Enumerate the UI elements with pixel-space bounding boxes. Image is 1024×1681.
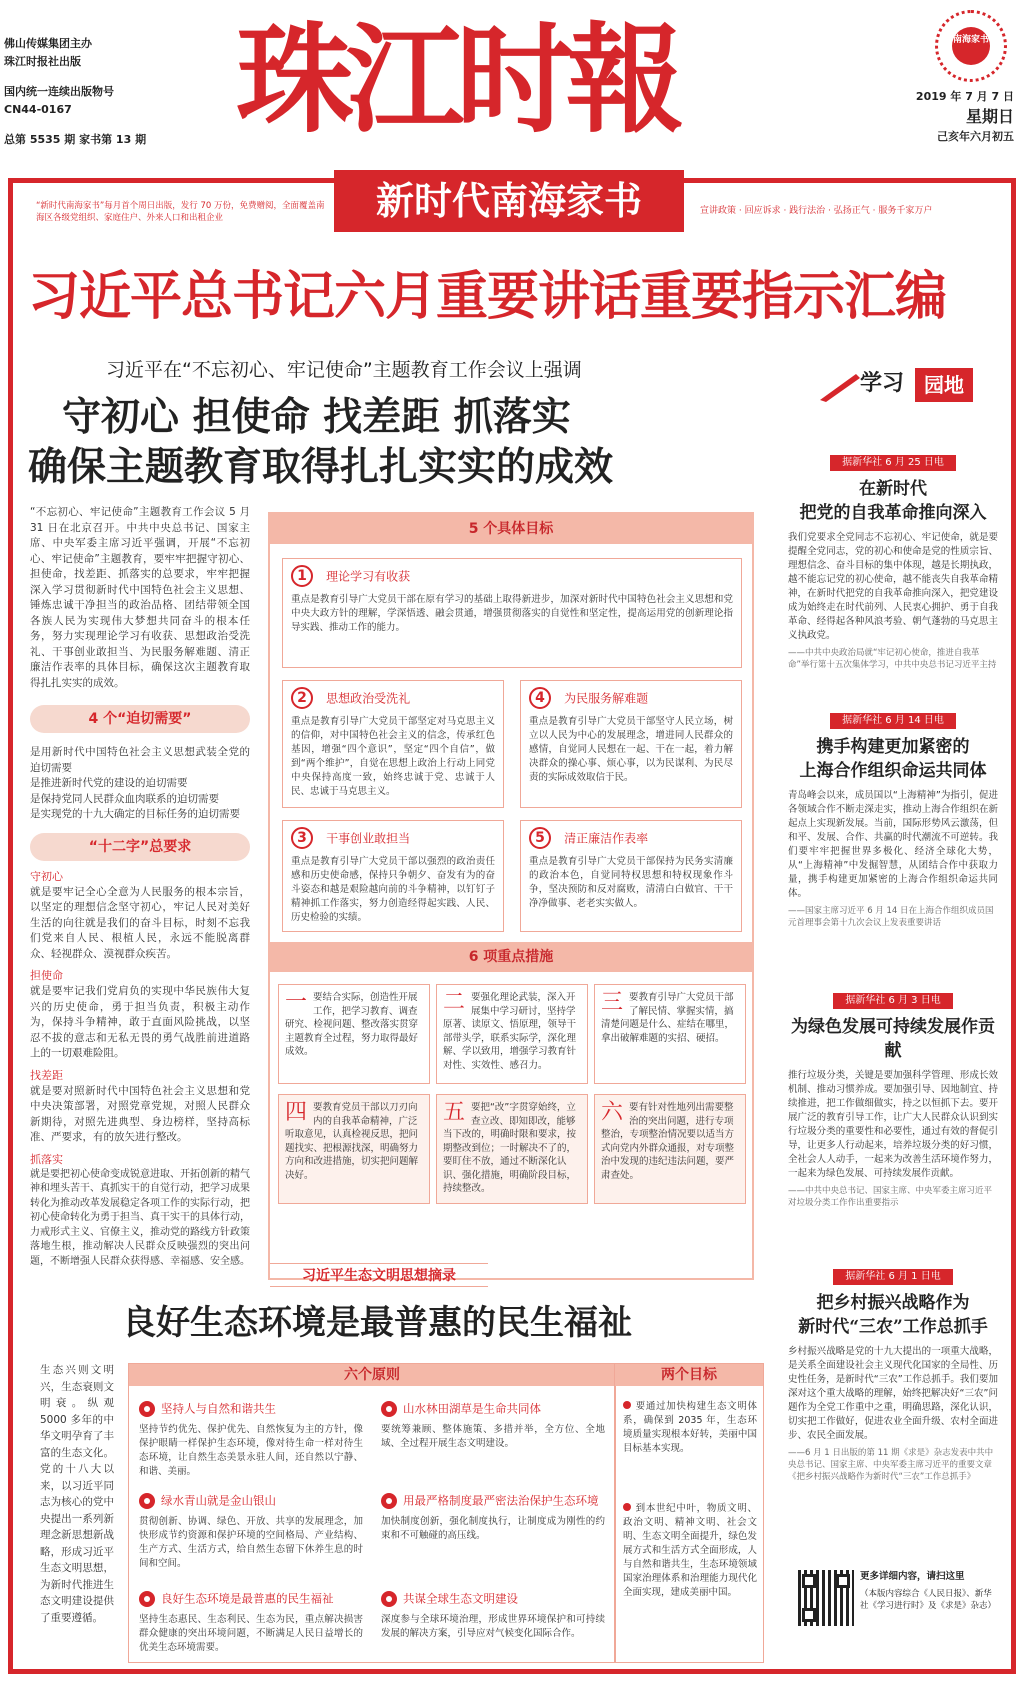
news-text: 推行垃圾分类，关键是要加强科学管理、形成长效机制、推动习惯养成。要加强引导、因地制宜、持续推进，把工作做细做实，持之以恒抓下去。要开展广泛的教育引导工作，让广大人民群众认识到实行垃圾分类的重要性和必要性，通过有效的督促引导，让更多人行动起来，培养垃圾分类的好习惯，全社会人人动手，一起来为改善生活环境作努力，一起来为绿色发展、可持续发展作贡献。 [788, 1070, 998, 1179]
publisher-line: 珠江时报社出版 [4, 55, 81, 68]
date: 2019 年 7 月 7 日 [915, 90, 1014, 103]
measure-text: 要把“改”字贯穿始终，立查立改、即知即改，能够当下改的，明确时限和要求，按期整改到位；一时解决不了的，要盯住不放，通过不断深化认识、强化措施，明确阶段目标，持续整改。 [443, 1102, 577, 1194]
banner-right-note: 宣讲政策 · 回应诉求 · 践行法治 · 弘扬正气 · 服务千家万户 [700, 206, 933, 216]
target-icon [139, 1493, 155, 1509]
measure-card [436, 984, 588, 1084]
news-text: 我们党要求全党同志不忘初心、牢记使命，就是要提醒全党同志，党的初心和使命是党的性质宗旨、理想信念、奋斗目标的集中体现，越是长期执政，越不能忘记党的初心使命，越不能丧失自我革命精神，在新时代把党的自我革命推向深入，把党建设成为始终走在时代前列、人民衷心拥护、勇于自我革命、经得起各种风浪考验、朝气蓬勃的马克思主义执政党。 [788, 532, 998, 641]
principle-text: 坚持节约优先、保护优先、自然恢复为主的方针，像保护眼睛一样保护生态环境，像对待生命一样对待生态环境，让自然生态美景永驻人间，还自然以宁静、和谐、美丽。 [139, 1424, 363, 1477]
news-item [788, 988, 998, 1264]
principle-text: 要统筹兼顾、整体施策、多措并举，全方位、全地域、全过程开展生态文明建设。 [381, 1424, 605, 1449]
targets-heading: 两个目标 [615, 1364, 763, 1386]
publisher-line: 佛山传媒集团主办 [4, 37, 92, 50]
study-text: 学习 [860, 371, 905, 396]
target-text: 要通过加快构建生态文明体系，确保到 2035 年，生态环境质量实现根本好转，美丽中国目标基本实现。 [623, 1401, 757, 1454]
measure-number: 五 [443, 1100, 466, 1125]
pen-icon [820, 372, 860, 402]
measure-card [278, 1094, 430, 1204]
requirement-text: 就是要把初心使命变成锐意进取、开拓创新的精气神和埋头苦干、真抓实干的自觉行动，把学习成果转化为推动改革发展稳定各项工作的实际行动，把初心使命转化为勇于担当、真干实干的具体行动，力戒形式主义、官僚主义，推动党的路线方针政策落地生根，推动解决人民群众反映强烈的突出问题，不断增强人民群众获得感、幸福感、安全感。 [30, 1168, 250, 1267]
goal-card [282, 558, 742, 668]
measure-number: 六 [601, 1100, 624, 1125]
bullet-icon [623, 1401, 631, 1409]
goal-card [520, 820, 742, 932]
news-title [788, 1015, 998, 1063]
principle-text: 贯彻创新、协调、绿色、开放、共享的发展理念，加快形成节约资源和保护环境的空间格局、产业结构、生产方式、生活方式，给自然生态留下休养生息的时间和空间。 [139, 1516, 363, 1569]
goal-number: 2 [291, 687, 313, 709]
principle-item [139, 1588, 363, 1655]
news-source: ——中共中央政治局就“牢记初心使命，推进自我革命”举行第十五次集体学习，中共中央总书记习近平主持 [788, 648, 997, 670]
list-item: 是推进新时代党的建设的迫切需要 [30, 777, 188, 789]
news-item [788, 1264, 998, 1483]
measure-text: 要结合实际，创造性开展工作，把学习教育、调查研究、检视问题、整改落实贯穿主题教育全过程，努力取得最好成效。 [285, 992, 419, 1057]
principle-text: 深度参与全球环境治理，形成世界环境保护和可持续发展的解决方案，引导应对气候变化国际合作。 [381, 1614, 605, 1639]
measures-heading: 6 项重点措施 [270, 942, 752, 972]
requirement-text: 就是要对照新时代中国特色社会主义思想和党中央决策部署，对照党章党规，对照人民群众新期待，对照先进典型、身边榜样，坚持高标准、严要求，有的放矢进行整改。 [30, 1084, 250, 1143]
principle-title: 用最严格制度最严密法治保护生态环境 [403, 1493, 599, 1508]
twelve-chars-heading: “十二字”总要求 [30, 833, 250, 861]
news-source: ——国家主席习近平 6 月 14 日在上海合作组织成员国元首理事会第十九次会议上发表重要讲话 [788, 906, 994, 928]
goal-text: 重点是教育引导广大党员干部以强烈的政治责任感和历史使命感，保持只争朝夕、奋发有为的奋斗姿态和越是艰险越向前的斗争精神，以钉钉子精神抓工作落实，努力创造经得起实践、人民、历史检验的实绩。 [291, 856, 495, 923]
target-icon [139, 1591, 155, 1607]
goal-text: 重点是教育引导广大党员干部保持为民务实清廉的政治本色，自觉同特权思想和特权现象作斗争，坚决预防和反对腐败，清清白白做官、干干净净做事、老老实实做人。 [529, 856, 733, 909]
goal-number: 5 [529, 827, 551, 849]
article-left-column [30, 505, 250, 1269]
goal-text: 重点是教育引导广大党员干部坚守人民立场，树立以人民为中心的发展理念，增进同人民群众的感情，自觉同人民想在一起、干在一起，着力解决群众的操心事、烦心事，以为民谋利、为民尽责的实际成效取信于民。 [529, 716, 733, 783]
measure-number: 三 [601, 990, 624, 1015]
date-block [916, 88, 1014, 146]
requirement-text: 就是要牢记全心全意为人民服务的根本宗旨，以坚定的理想信念坚守初心，牢记人民对美好生活的向往就是我们的奋斗目标，时刻不忘我们党来自人民、根植人民，永远不能脱离群众、轻视群众、漠视群众疾苦。 [30, 885, 250, 960]
goal-title: 清正廉洁作表率 [564, 831, 649, 846]
news-title-line: 上海合作组织命运共同体 [799, 761, 987, 781]
news-title-line: 为绿色发展可持续发展作贡献 [791, 1017, 995, 1061]
target-icon [139, 1401, 155, 1417]
newspaper-logo: 珠江时報 [236, 10, 677, 149]
principle-title: 绿水青山就是金山银山 [161, 1493, 276, 1508]
article-title [28, 392, 798, 492]
news-source: ——6 月 1 日出版的第 11 期《求是》杂志发表中共中央总书记、国家主席、中央军委主席习近平的重要文章《把乡村振兴战略作为新时代“三农”工作总抓手》 [788, 1448, 994, 1482]
issue-number: 总第 5535 期 家书第 13 期 [4, 133, 147, 146]
news-badge: 据新华社 6 月 3 日电 [833, 993, 952, 1009]
goal-title: 思想政治受洗礼 [326, 691, 411, 706]
qr-note: （本版内容综合《人民日报》、新华社《学习进行时》及《求是》杂志） [860, 1589, 997, 1611]
section-banner: 新时代南海家书 [334, 170, 684, 232]
study-badge [820, 364, 964, 408]
article-title-line2: 确保主题教育取得扎扎实实的成效 [28, 444, 614, 490]
weekday: 星期日 [965, 107, 1014, 126]
goal-number: 1 [291, 565, 313, 587]
goal-number: 4 [529, 687, 551, 709]
news-title-line: 在新时代 [859, 479, 927, 499]
measure-card [594, 1094, 746, 1204]
news-title-line: 把乡村振兴战略作为 [816, 1293, 970, 1313]
news-title [788, 1291, 998, 1339]
list-item: 是保持党同人民群众血肉联系的迫切需要 [30, 792, 219, 805]
goal-title: 理论学习有收获 [326, 569, 411, 584]
list-item: 是实现党的十九大确定的目标任务的迫切需要 [30, 808, 240, 820]
principles-heading: 六个原则 [129, 1364, 615, 1386]
principle-item [139, 1398, 363, 1479]
target-icon [381, 1591, 397, 1607]
principle-item [381, 1490, 605, 1543]
ecology-intro: 生态兴则文明兴，生态衰则文明衰。纵观 5000 多年的中华文明孕育了丰富的生态文化。党的十八大以来，以习近平同志为核心的党中央提出一系列新理念新思想新战略，形成习近平生态文明思想，为新时代推进生态文明建设提供了重要遵循。 [40, 1364, 114, 1624]
goal-title: 为民服务解难题 [564, 691, 649, 706]
principle-title: 山水林田湖草是生命共同体 [403, 1401, 541, 1416]
study-box: 园地 [915, 368, 973, 402]
news-text: 青岛峰会以来，成员国以“上海精神”为指引，促进各领域合作不断走深走实，推动上海合作组织在新起点上实现新发展。当前，国际形势风云激荡，但和平、发展、合作、共赢的时代潮流不可逆转。我们要牢牢把握世界多极化、经济全球化大势，从“上海精神”中发掘智慧，从团结合作中获取力量，携手构建更加紧密的上海合作组织命运共同体。 [788, 790, 998, 899]
masthead-publisher [4, 36, 204, 150]
measure-text: 要教育引导广大党员干部了解民情、掌握实情，搞清楚问题是什么、症结在哪里，拿出破解难题的实招、硬招。 [601, 992, 735, 1044]
news-source: ——中共中央总书记、国家主席、中央军委主席习近平对垃圾分类工作作出重要指示 [788, 1186, 993, 1208]
news-text: 乡村振兴战略是党的十九大提出的一项重大战略，是关系全面建设社会主义现代化国家的全局性、历史性任务，是新时代“三农”工作总抓手。我们要加深对这个重大战略的理解，始终把解决好“三农”问题作为全党工作重中之重，明确思路，深化认识，切实把工作做好，促进农业全面升级、农村全面进步、农民全面发展。 [788, 1346, 998, 1441]
goal-card [282, 820, 504, 932]
goals-panel [268, 512, 754, 1280]
principle-item [139, 1490, 363, 1571]
goal-number: 3 [291, 827, 313, 849]
principle-text: 坚持生态惠民、生态利民、生态为民，重点解决损害群众健康的突出环境问题，不断满足人民日益增长的优美生态环境需要。 [139, 1614, 363, 1653]
news-title-line: 把党的自我革命推向深入 [799, 503, 987, 523]
ecology-banner: 习近平生态文明思想摘录 [270, 1263, 488, 1287]
principle-text: 加快制度创新，强化制度执行，让制度成为刚性的约束和不可触碰的高压线。 [381, 1516, 605, 1541]
measure-text: 要教育党员干部以刀刃向内的自我革命精神，广泛听取意见，认真检视反思，把问题找实、把根源找深，明确努力方向和改进措施，切实把问题解决好。 [285, 1102, 419, 1181]
news-title [788, 477, 998, 525]
four-needs-list [30, 745, 250, 823]
goals-heading: 5 个具体目标 [270, 514, 752, 544]
principle-title: 共谋全球生态文明建设 [403, 1591, 518, 1606]
measure-text: 要强化理论武装，深入开展集中学习研讨，坚持学原著、读原文、悟原理，领导干部带头学，联系实际学，深化理解、学以致用，增强学习教育针对性、实效性、感召力。 [443, 992, 577, 1071]
requirement-title: 抓落实 [30, 1152, 63, 1166]
list-item: 是用新时代中国特色社会主义思想武装全党的迫切需要 [30, 746, 250, 774]
page-headline: 习近平总书记六月重要讲话重要指示汇编 [28, 266, 947, 327]
qr-text: 更多详细内容，请扫这里 [860, 1571, 965, 1582]
cn-label: 国内统一连续出版物号 [4, 85, 114, 98]
requirement-title: 守初心 [30, 869, 63, 883]
goal-text: 重点是教育引导广大党员干部坚定对马克思主义的信仰，对中国特色社会主义的信念，传承红色基因，增强“四个意识”，坚定“四个自信”，做到“两个维护”，自觉在思想上政治上行动上同党中央保持高度一致，始终忠诚于党、忠诚于人民、忠诚于马克思主义。 [291, 716, 495, 797]
qr-code-icon[interactable] [798, 1570, 854, 1626]
target-icon [381, 1401, 397, 1417]
four-needs-heading: 4 个“迫切需要” [30, 705, 250, 733]
lunar-date: 己亥年六月初五 [937, 130, 1014, 143]
measure-card [436, 1094, 588, 1204]
target-item [623, 1400, 757, 1456]
target-icon [381, 1493, 397, 1509]
goal-text: 重点是教育引导广大党员干部在原有学习的基础上取得新进步，加深对新时代中国特色社会主义思想和党中央大政方针的理解，学深悟透、融会贯通，增强贯彻落实的自觉性和坚定性，提高运用党的创新理论指导实践、推动工作的能力。 [291, 594, 733, 633]
principle-title: 坚持人与自然和谐共生 [161, 1401, 276, 1416]
measure-text: 要有针对性地列出需要整治的突出问题，进行专项整治，专项整治情况要以适当方式向党内外群众通报，对专项整治中发现的违纪违法问题，要严肃查处。 [601, 1102, 735, 1181]
news-item [788, 450, 998, 708]
goal-card [520, 680, 742, 808]
seal-text: 南海家书 [952, 27, 990, 65]
bullet-icon [623, 1503, 631, 1511]
news-title [788, 735, 998, 783]
goal-title: 干事创业敢担当 [326, 831, 411, 846]
measure-card [594, 984, 746, 1084]
ecology-title: 良好生态环境是最普惠的民生福祉 [122, 1303, 632, 1343]
news-title-line: 新时代“三农”工作总抓手 [798, 1317, 988, 1337]
news-title-line: 携手构建更加紧密的 [816, 737, 970, 757]
qr-caption [860, 1570, 1000, 1612]
principle-title: 良好生态环境是最普惠的民生福祉 [161, 1591, 334, 1606]
measure-number: 二 [443, 990, 466, 1015]
news-badge: 据新华社 6 月 14 日电 [830, 713, 956, 729]
principle-item [381, 1588, 605, 1641]
target-item [623, 1502, 757, 1600]
news-badge: 据新华社 6 月 25 日电 [830, 455, 956, 471]
study-column [788, 450, 998, 1483]
target-text: 到本世纪中叶，物质文明、政治文明、精神文明、社会文明、生态文明全面提升，绿色发展方式和生活方式全面形成，人与自然和谐共生，生态环境领域国家治理体系和治理能力现代化全面实现，建成美丽中国。 [623, 1503, 757, 1598]
banner-left-note: “新时代南海家书”每月首个周日出版，发行 70 万份，免费赠阅，全面覆盖南海区各级党组织、家庭住户、外来人口和出租企业 [36, 201, 325, 223]
requirement-title: 找差距 [30, 1068, 63, 1082]
requirement-title: 担使命 [30, 969, 63, 982]
requirement-text: 就是要牢记我们党肩负的实现中华民族伟大复兴的历史使命，勇于担当负责，积极主动作为，保持斗争精神，敢于直面风险挑战，以坚忍不拔的意志和无私无畏的勇气战胜前进道路上的一切艰难险阻。 [30, 985, 250, 1059]
principles-panel [128, 1363, 616, 1663]
measure-card [278, 984, 430, 1084]
news-badge: 据新华社 6 月 1 日电 [833, 1269, 952, 1285]
principle-item [381, 1398, 605, 1451]
measure-number: 一 [285, 990, 308, 1015]
article-intro: “不忘初心、牢记使命”主题教育工作会议 5 月 31 日在北京召开。中共中央总书记、国家主席、中央军委主席习近平强调，开展“不忘初心、牢记使命”主题教育，要牢牢把握守初心、担使命，找差距、抓落实的总要求，牢牢把握深入学习贯彻新时代中国特色社会主义思想、锤炼忠诚干净担当的政治品格、团结带领全国各族人民为实现伟大梦想共同奋斗的根本任务，努力实现理论学习有收获、思想政治受洗礼、干事创业敢担当、为民服务解难题、清正廉洁作表率的具体目标，确保这次主题教育取得扎扎实实的成效。 [30, 506, 250, 689]
article-kicker: 习近平在“不忘初心、牢记使命”主题教育工作会议上强调 [106, 359, 582, 381]
news-item [788, 708, 998, 988]
article-title-line1: 守初心 担使命 找差距 抓落实 [62, 394, 571, 440]
goal-card [282, 680, 504, 808]
seal-logo [935, 10, 1007, 82]
cn-code: CN44-0167 [4, 103, 72, 116]
targets-panel [614, 1363, 764, 1663]
measure-number: 四 [285, 1100, 308, 1125]
